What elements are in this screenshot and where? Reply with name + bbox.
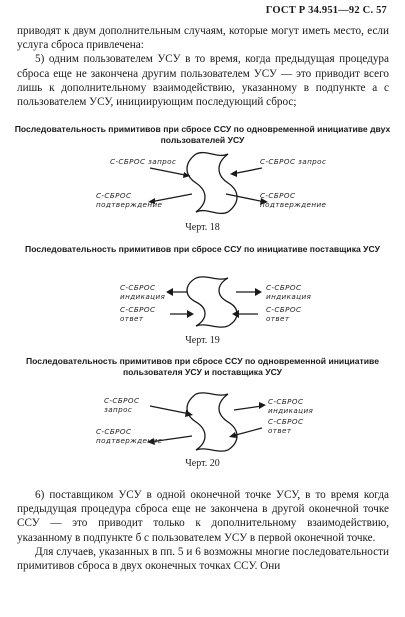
fig18-right-top-label: С-СБРОС запрос bbox=[260, 157, 327, 166]
left-wave-line bbox=[187, 154, 205, 212]
item-5-paragraph: 5) одним пользователем УСУ в то время, когда предыдущая процедура сброса еще не закончена другим пользователем УСУ — это приводит всего лишь к дополнительному взаимодействию, указанному в подпункте а с пользователем УСУ, инициирующим последующий сброс; bbox=[17, 53, 389, 109]
bottom-cap bbox=[196, 211, 228, 214]
arrowhead bbox=[259, 402, 266, 409]
outro-text bbox=[17, 488, 389, 573]
top-cap bbox=[196, 277, 228, 279]
figure-18-diagram bbox=[0, 150, 405, 220]
fig20-right-top-label: С-СБРОС индикация bbox=[268, 397, 314, 415]
arrowhead bbox=[185, 410, 193, 417]
figure-18-caption: Черт. 18 bbox=[185, 222, 220, 233]
arrowhead bbox=[255, 288, 262, 296]
left-wave-line bbox=[187, 278, 205, 326]
fig19-right-bottom-label: С-СБРОС ответ bbox=[266, 305, 302, 323]
figure-19-caption: Черт. 19 bbox=[185, 335, 220, 346]
fig19-left-top-label: С-СБРОС индикация bbox=[120, 283, 166, 301]
figure-20-caption: Черт. 20 bbox=[185, 458, 220, 469]
right-wave-line bbox=[219, 278, 237, 326]
fig20-right-bottom-label: С-СБРОС ответ bbox=[268, 417, 304, 435]
fig18-right-bottom-label: С-СБРОС подтверждение bbox=[260, 191, 327, 209]
figure-19-diagram bbox=[0, 276, 405, 328]
bottom-cap bbox=[196, 325, 228, 327]
final-paragraph: Для случаев, указанных в пп. 5 и 6 возможны многие последовательности примитивов сброса в двух оконечных точках ССУ. Они bbox=[17, 545, 389, 573]
figure-19-title: Последовательность примитивов при сбросе ССУ по инициативе поставщика УСУ bbox=[25, 244, 380, 254]
arrowhead bbox=[229, 432, 237, 438]
arrowhead bbox=[232, 310, 239, 318]
figure-18-title: Последовательность примитивов при сбросе ССУ по одновременной инициативе двух пользователей УСУ bbox=[14, 124, 391, 145]
arrowhead bbox=[187, 310, 194, 318]
intro-line: приводят к двум дополнительным случаям, которые могут иметь место, если услуга сброса привлечена: bbox=[17, 25, 389, 52]
bottom-cap bbox=[196, 449, 228, 451]
item-6-paragraph: 6) поставщиком УСУ в одной оконечной точке УСУ, в то время когда предыдущая процедура сброса еще не закончена в другой оконечной точке ССУ — это приводит только к дополнительному взаимодействию, указанному в подпункте б с пользователем УСУ в первой оконечной точке. bbox=[17, 489, 389, 544]
fig18-left-bottom-label: С-СБРОС подтверждение bbox=[96, 191, 163, 209]
intro-text bbox=[17, 24, 389, 109]
fig19-right-top-label: С-СБРОС индикация bbox=[266, 283, 312, 301]
fig20-left-top-label: С-СБРОС запрос bbox=[104, 396, 140, 414]
figure-20-diagram bbox=[0, 392, 405, 454]
page-header: ГОСТ Р 34.951—92 С. 57 bbox=[265, 5, 387, 16]
arrow-out-right bbox=[234, 406, 262, 410]
arrowhead bbox=[230, 170, 237, 177]
fig19-left-bottom-label: С-СБРОС ответ bbox=[120, 305, 156, 323]
fig20-left-bottom-label: С-СБРОС подтверждение bbox=[96, 427, 163, 445]
top-cap bbox=[196, 153, 228, 156]
left-wave-line bbox=[187, 394, 205, 450]
top-cap bbox=[196, 393, 228, 395]
right-wave-line bbox=[219, 154, 237, 212]
right-wave-line bbox=[219, 394, 237, 450]
fig18-left-top-label: С-СБРОС запрос bbox=[110, 157, 177, 166]
figure-20-title: Последовательность примитивов при сбросе ССУ по одновременной инициативе пользователя УСУ и поставщика УСУ bbox=[25, 356, 380, 377]
